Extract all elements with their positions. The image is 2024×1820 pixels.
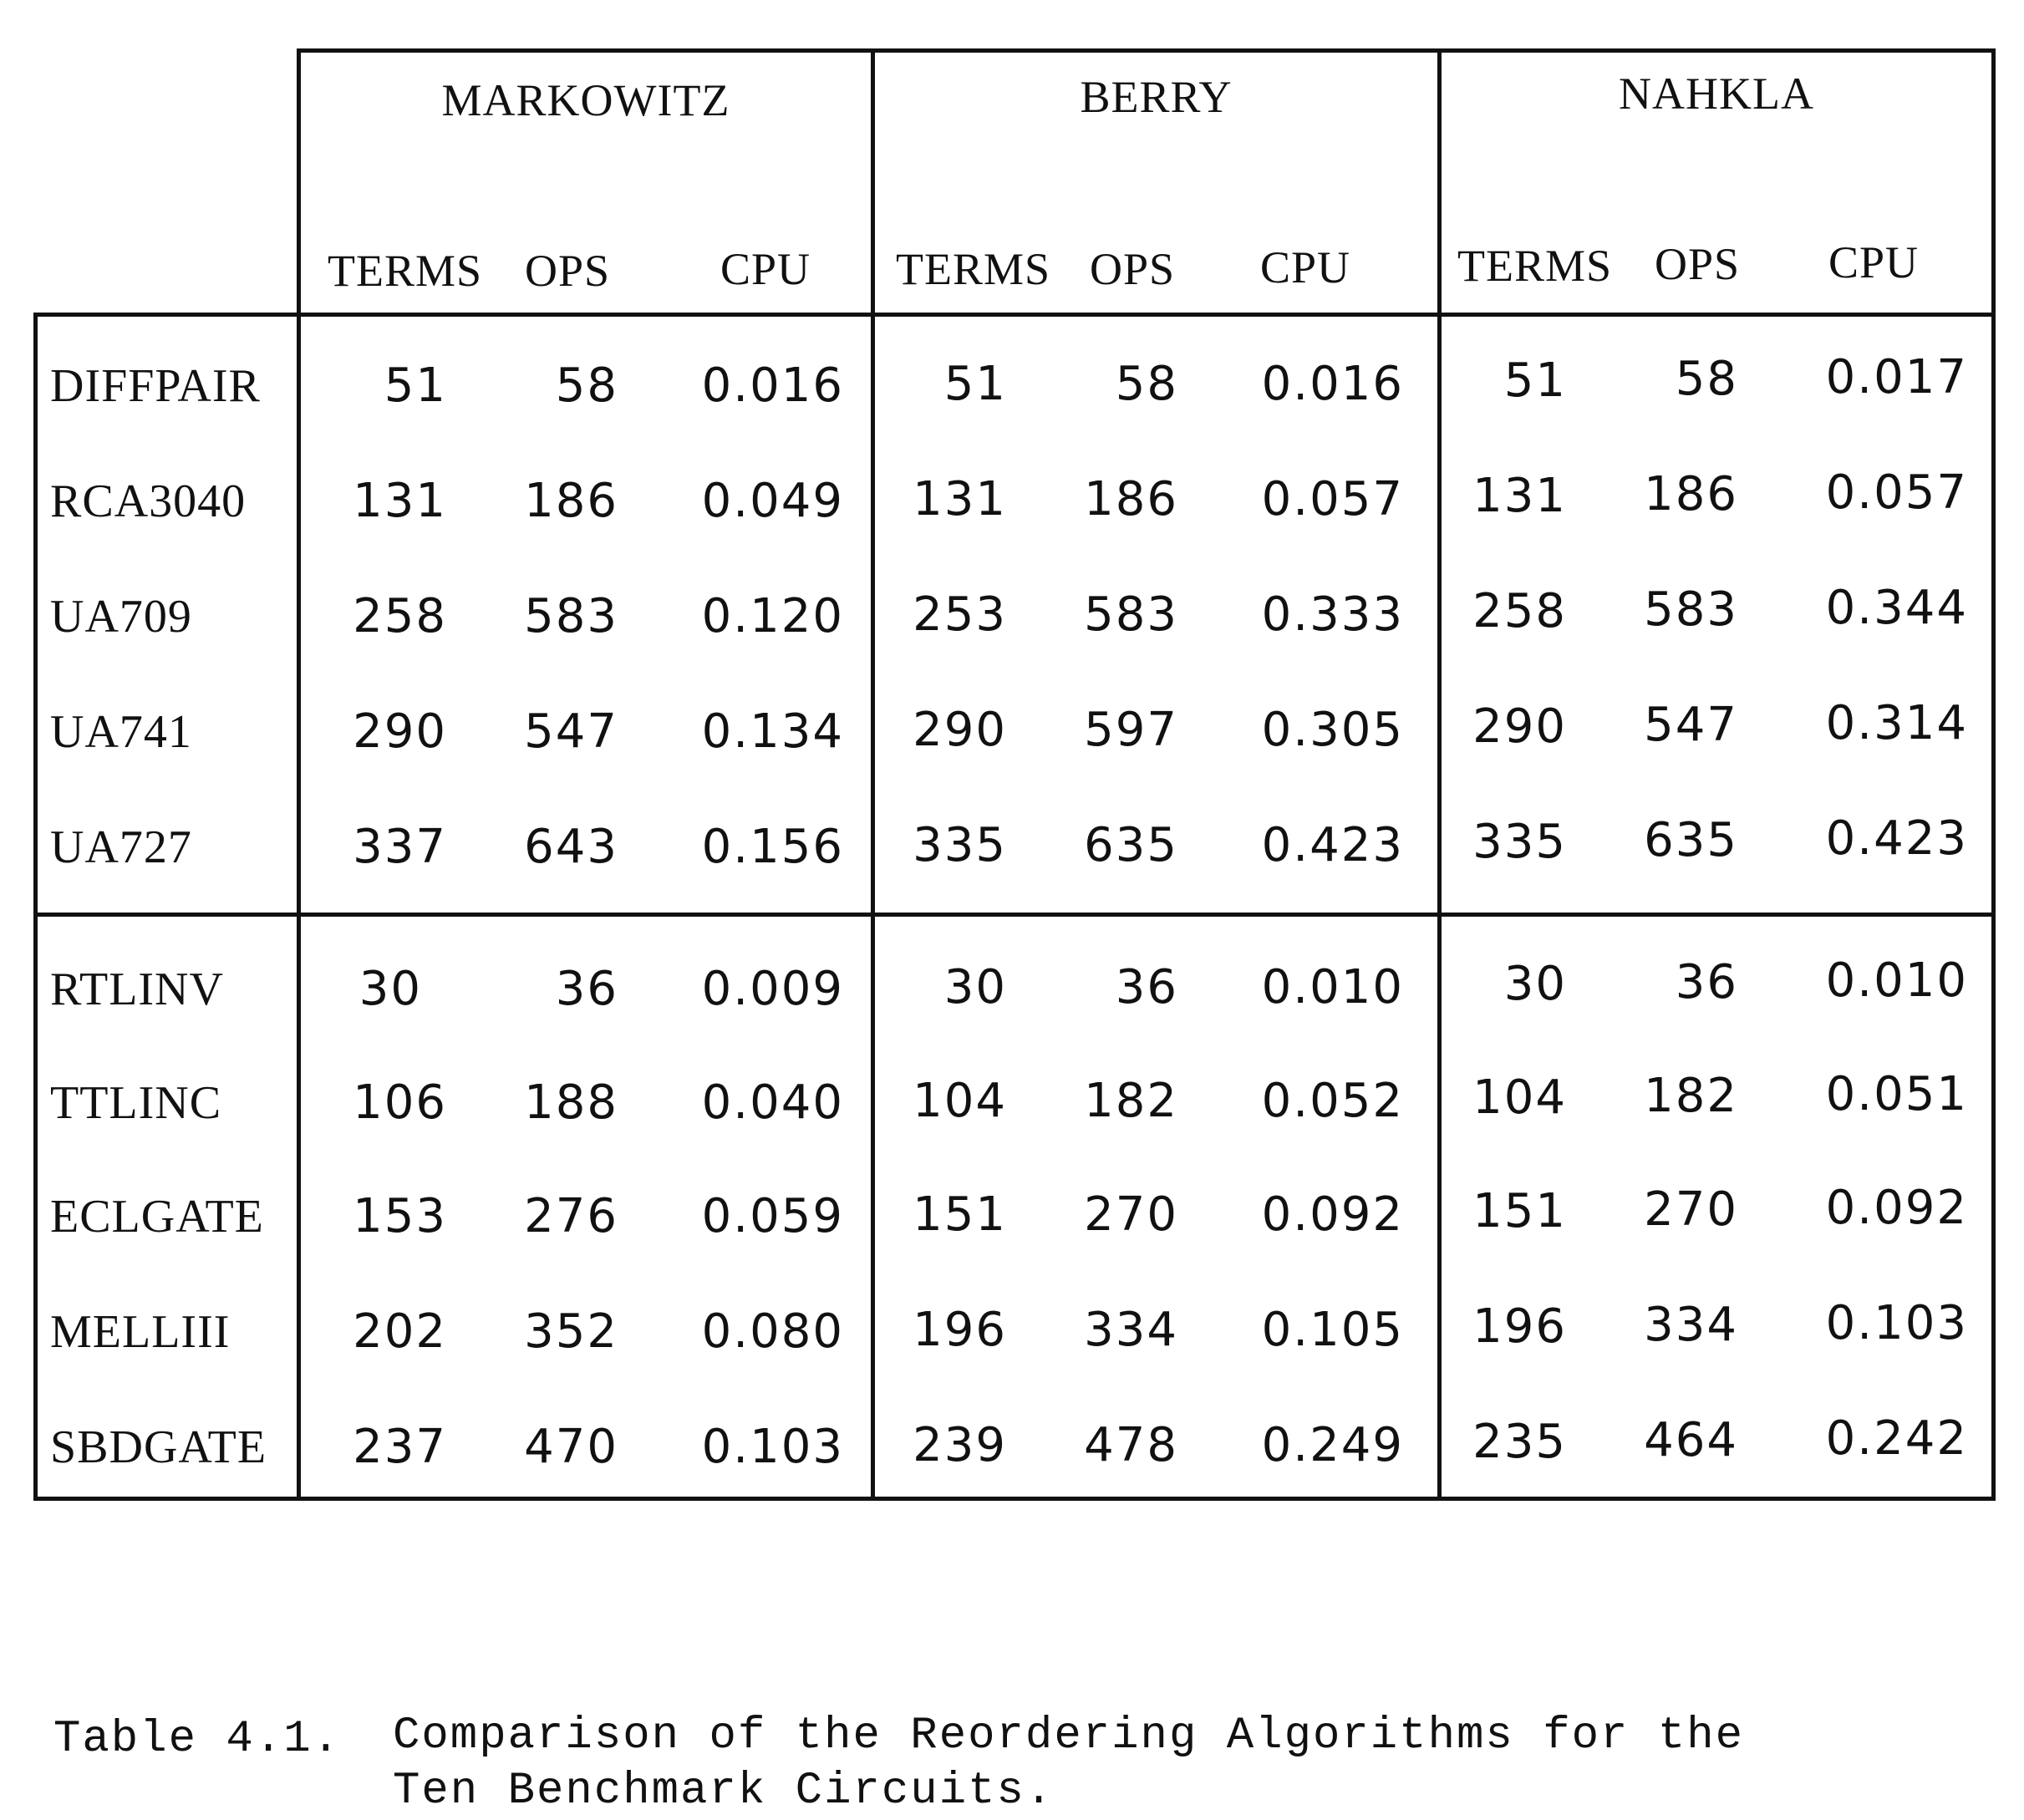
cell-markowitz-terms: 131 xyxy=(353,474,447,528)
cell-nahkla-ops: 635 xyxy=(1644,813,1738,867)
cell-nahkla-terms: 30 xyxy=(1503,957,1567,1011)
cell-berry-cpu: 0.057 xyxy=(1261,472,1404,526)
cell-markowitz-cpu: 0.016 xyxy=(701,358,844,413)
subheader-nahkla-terms: TERMS xyxy=(1457,241,1613,291)
subheader-markowitz-cpu: CPU xyxy=(720,244,811,294)
cell-nahkla-cpu: 0.051 xyxy=(1825,1067,1968,1121)
cell-markowitz-cpu: 0.080 xyxy=(701,1304,844,1359)
cell-berry-cpu: 0.052 xyxy=(1261,1074,1404,1128)
cell-berry-terms: 335 xyxy=(913,818,1007,872)
header-bottom-border xyxy=(33,313,1996,317)
subheader-markowitz-ops: OPS xyxy=(525,246,611,296)
cell-berry-terms: 30 xyxy=(943,960,1007,1014)
cell-berry-cpu: 0.092 xyxy=(1261,1187,1404,1242)
cell-markowitz-cpu: 0.156 xyxy=(701,820,844,874)
row-label: DIFFPAIR xyxy=(50,360,261,412)
cell-markowitz-ops: 547 xyxy=(524,704,618,759)
cell-nahkla-cpu: 0.010 xyxy=(1825,953,1968,1008)
berry-nahkla-divider xyxy=(1437,48,1442,1501)
cell-markowitz-cpu: 0.134 xyxy=(701,704,844,759)
cell-berry-ops: 583 xyxy=(1084,587,1178,642)
cell-nahkla-cpu: 0.103 xyxy=(1825,1296,1968,1350)
table-bottom-border xyxy=(33,1497,1996,1501)
row-label: UA709 xyxy=(50,591,192,643)
cell-nahkla-cpu: 0.092 xyxy=(1825,1181,1968,1235)
cell-nahkla-cpu: 0.344 xyxy=(1825,581,1968,635)
table-caption-label: Table 4.1. xyxy=(53,1714,342,1765)
cell-berry-cpu: 0.016 xyxy=(1261,357,1404,411)
cell-berry-ops: 635 xyxy=(1084,818,1178,872)
cell-markowitz-terms: 106 xyxy=(353,1075,447,1130)
table-caption-line-2: Ten Benchmark Circuits. xyxy=(393,1766,1055,1817)
subheader-nahkla-ops: OPS xyxy=(1655,239,1741,289)
cell-berry-terms: 151 xyxy=(913,1187,1007,1242)
cell-berry-terms: 51 xyxy=(943,357,1007,411)
subheader-nahkla-cpu: CPU xyxy=(1828,237,1920,287)
cell-nahkla-cpu: 0.423 xyxy=(1825,811,1968,866)
cell-markowitz-cpu: 0.103 xyxy=(701,1420,844,1474)
cell-nahkla-ops: 58 xyxy=(1675,352,1738,406)
cell-markowitz-terms: 237 xyxy=(353,1420,447,1474)
cell-markowitz-ops: 186 xyxy=(524,474,618,528)
cell-berry-cpu: 0.010 xyxy=(1261,960,1404,1014)
cell-berry-ops: 597 xyxy=(1084,703,1178,757)
stub-divider xyxy=(297,48,301,1501)
cell-markowitz-ops: 352 xyxy=(524,1304,618,1359)
cell-berry-cpu: 0.423 xyxy=(1261,818,1404,872)
cell-nahkla-terms: 151 xyxy=(1472,1184,1567,1238)
cell-markowitz-terms: 337 xyxy=(353,820,447,874)
cell-nahkla-cpu: 0.017 xyxy=(1825,350,1968,404)
cell-nahkla-cpu: 0.242 xyxy=(1825,1411,1968,1466)
cell-nahkla-ops: 36 xyxy=(1675,955,1738,1009)
cell-markowitz-terms: 51 xyxy=(384,358,447,413)
cell-berry-ops: 186 xyxy=(1084,472,1178,526)
cell-markowitz-terms: 258 xyxy=(353,589,447,643)
cell-nahkla-ops: 464 xyxy=(1644,1413,1738,1467)
row-group-separator xyxy=(33,913,1996,917)
table-top-border xyxy=(297,48,1996,53)
table-caption-line-1: Comparison of the Reordering Algorithms for the xyxy=(393,1711,1745,1762)
cell-markowitz-ops: 643 xyxy=(524,820,618,874)
cell-berry-ops: 36 xyxy=(1115,960,1178,1014)
cell-markowitz-ops: 188 xyxy=(524,1075,618,1130)
cell-markowitz-cpu: 0.009 xyxy=(701,962,844,1016)
row-label: ECLGATE xyxy=(50,1191,264,1243)
cell-nahkla-ops: 182 xyxy=(1644,1069,1738,1123)
cell-berry-cpu: 0.249 xyxy=(1261,1418,1404,1472)
cell-nahkla-terms: 131 xyxy=(1472,469,1567,523)
cell-markowitz-ops: 276 xyxy=(524,1189,618,1243)
row-label: RCA3040 xyxy=(50,475,247,527)
cell-markowitz-ops: 470 xyxy=(524,1420,618,1474)
cell-markowitz-ops: 58 xyxy=(555,358,618,413)
cell-nahkla-terms: 196 xyxy=(1472,1299,1567,1354)
cell-berry-ops: 334 xyxy=(1084,1303,1178,1357)
subheader-berry-cpu: CPU xyxy=(1260,242,1351,292)
subheader-berry-terms: TERMS xyxy=(896,244,1051,294)
group-header-nahkla: NAHKLA xyxy=(1619,69,1814,119)
row-label: SBDGATE xyxy=(50,1421,267,1473)
cell-nahkla-ops: 270 xyxy=(1644,1182,1738,1237)
cell-markowitz-terms: 202 xyxy=(353,1304,447,1359)
row-label: UA741 xyxy=(50,706,192,758)
group-header-berry: BERRY xyxy=(1080,72,1233,122)
cell-nahkla-terms: 290 xyxy=(1472,699,1567,754)
right-border xyxy=(1991,48,1996,1501)
cell-markowitz-ops: 583 xyxy=(524,589,618,643)
cell-berry-cpu: 0.105 xyxy=(1261,1303,1404,1357)
cell-nahkla-terms: 235 xyxy=(1472,1415,1567,1469)
cell-berry-cpu: 0.305 xyxy=(1261,703,1404,757)
markowitz-berry-divider xyxy=(871,48,875,1501)
left-border xyxy=(33,313,38,1501)
cell-berry-ops: 270 xyxy=(1084,1187,1178,1242)
cell-berry-terms: 290 xyxy=(913,703,1007,757)
subheader-berry-ops: OPS xyxy=(1090,244,1176,294)
cell-markowitz-terms: 30 xyxy=(359,962,422,1016)
cell-berry-ops: 478 xyxy=(1084,1418,1178,1472)
cell-markowitz-cpu: 0.040 xyxy=(701,1075,844,1130)
row-label: UA727 xyxy=(50,821,192,873)
cell-nahkla-terms: 104 xyxy=(1472,1070,1567,1125)
cell-berry-terms: 104 xyxy=(913,1074,1007,1128)
cell-berry-terms: 131 xyxy=(913,472,1007,526)
cell-nahkla-ops: 186 xyxy=(1644,467,1738,521)
cell-berry-ops: 58 xyxy=(1115,357,1178,411)
cell-nahkla-ops: 547 xyxy=(1644,698,1738,752)
cell-markowitz-terms: 153 xyxy=(353,1189,447,1243)
cell-nahkla-cpu: 0.314 xyxy=(1825,696,1968,750)
cell-nahkla-terms: 258 xyxy=(1472,584,1567,638)
cell-berry-cpu: 0.333 xyxy=(1261,587,1404,642)
cell-markowitz-cpu: 0.059 xyxy=(701,1189,844,1243)
cell-markowitz-terms: 290 xyxy=(353,704,447,759)
cell-markowitz-ops: 36 xyxy=(555,962,618,1016)
row-label: MELLIII xyxy=(50,1306,231,1358)
group-header-markowitz: MARKOWITZ xyxy=(441,75,730,125)
cell-nahkla-ops: 583 xyxy=(1644,582,1738,637)
cell-nahkla-terms: 51 xyxy=(1503,353,1567,408)
row-label: TTLINC xyxy=(50,1077,222,1129)
cell-nahkla-ops: 334 xyxy=(1644,1298,1738,1352)
cell-nahkla-terms: 335 xyxy=(1472,815,1567,869)
row-label: RTLINV xyxy=(50,963,224,1015)
subheader-markowitz-terms: TERMS xyxy=(328,246,483,296)
cell-berry-ops: 182 xyxy=(1084,1074,1178,1128)
cell-markowitz-cpu: 0.049 xyxy=(701,474,844,528)
cell-markowitz-cpu: 0.120 xyxy=(701,589,844,643)
cell-nahkla-cpu: 0.057 xyxy=(1825,465,1968,520)
cell-berry-terms: 253 xyxy=(913,587,1007,642)
cell-berry-terms: 196 xyxy=(913,1303,1007,1357)
cell-berry-terms: 239 xyxy=(913,1418,1007,1472)
